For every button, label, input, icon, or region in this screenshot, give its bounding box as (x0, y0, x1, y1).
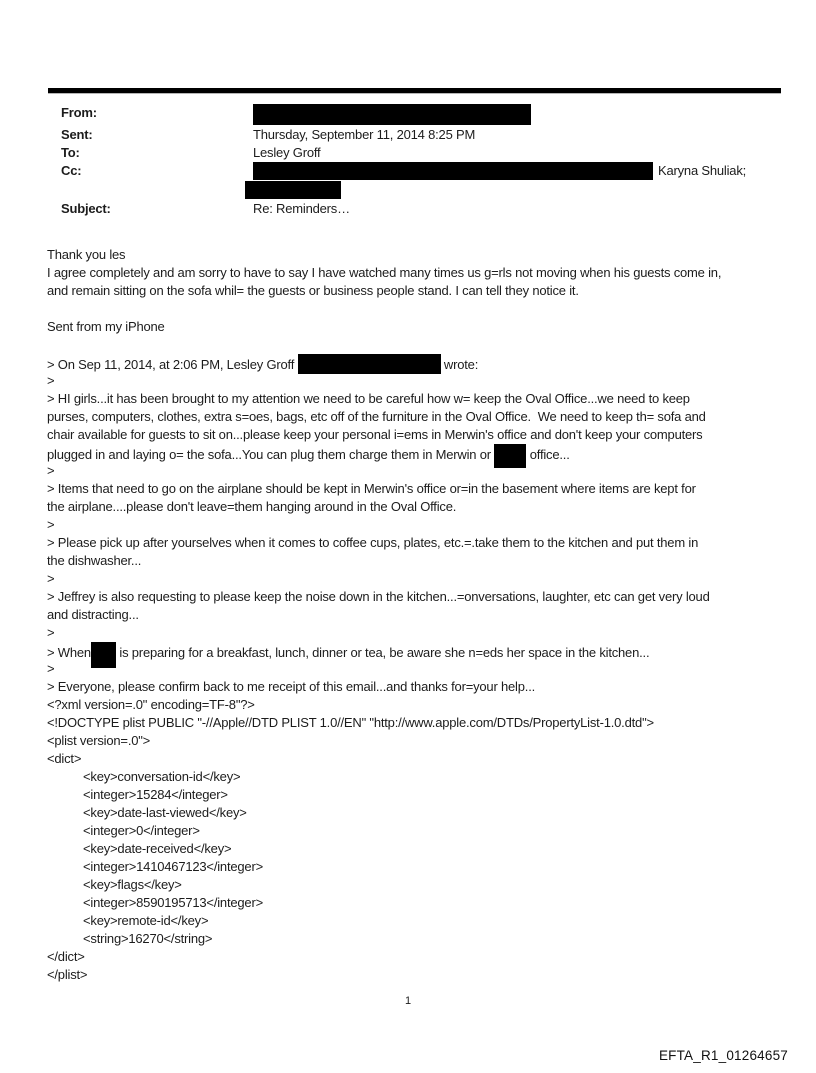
page-number: 1 (404, 995, 412, 1007)
header-field-to (61, 144, 783, 162)
body-text: <?xml version=.0" encoding=TF-8"?> (47, 697, 255, 712)
body-text: and remain sitting on the sofa whil= the guests or business people stand. I can tell they notice it. (47, 283, 579, 298)
body-line (47, 696, 792, 714)
body-text: wrote: (440, 357, 479, 372)
body-text: > (47, 373, 55, 388)
body-line (47, 642, 792, 660)
body-text: chair available for guests to sit on...please keep your personal i=ems in Merwin's office and don't keep your computers (47, 427, 703, 442)
body-line (47, 480, 792, 498)
subject-label: Subject: (61, 201, 111, 216)
body-text: <integer>15284</integer> (83, 787, 228, 802)
body-text: <key>date-received</key> (83, 841, 232, 856)
from-label: From: (61, 105, 97, 120)
body-line (47, 876, 792, 894)
redaction-bar (494, 444, 526, 468)
blank-line (47, 300, 792, 318)
body-line (47, 768, 792, 786)
body-text: I agree completely and am sorry to have to say I have watched many times us g=rls not moving when his guests come in, (47, 265, 722, 280)
redaction-bar (91, 642, 116, 668)
body-line (47, 570, 792, 588)
body-text: </dict> (47, 949, 85, 964)
body-text: > (47, 571, 55, 586)
redaction-bar (298, 354, 441, 374)
header-separator (48, 88, 781, 94)
body-line (47, 858, 792, 876)
subject-value: Re: Reminders… (253, 201, 350, 216)
body-text: > (47, 661, 55, 676)
body-line (47, 552, 792, 570)
body-line (47, 930, 792, 948)
bates-number: EFTA_R1_01264657 (658, 1048, 788, 1063)
body-text: <string>16270</string> (83, 931, 213, 946)
body-line (47, 534, 792, 552)
body-line (47, 372, 792, 390)
body-text: the dishwasher... (47, 553, 142, 568)
body-line (47, 786, 792, 804)
body-line (47, 624, 792, 642)
from-redaction-bar (253, 104, 531, 125)
header-field-from (61, 104, 783, 126)
body-text: <integer>1410467123</integer> (83, 859, 263, 874)
body-line (47, 804, 792, 822)
body-line (47, 516, 792, 534)
cc-redaction-bar-1 (253, 162, 653, 180)
body-line (47, 426, 792, 444)
body-text: <dict> (47, 751, 82, 766)
body-line (47, 282, 792, 300)
body-text: > Jeffrey is also requesting to please keep the noise down in the kitchen...=onversations, laughter, etc can get very loud (47, 589, 710, 604)
email-header (61, 104, 783, 218)
body-line (47, 732, 792, 750)
body-text: > Everyone, please confirm back to me receipt of this email...and thanks for=your help... (47, 679, 536, 694)
body-line (47, 462, 792, 480)
to-value: Lesley Groff (253, 145, 321, 160)
body-text: the airplane....please don't leave=them hanging around in the Oval Office. (47, 499, 457, 514)
body-line (47, 948, 792, 966)
body-text: <integer>8590195713</integer> (83, 895, 263, 910)
body-line (47, 822, 792, 840)
body-line (47, 678, 792, 696)
body-line (47, 444, 792, 462)
body-line (47, 264, 792, 282)
body-text: <!DOCTYPE plist PUBLIC "-//Apple//DTD PLIST 1.0//EN" "http://www.apple.com/DTDs/PropertyList-1.0.dtd"> (47, 715, 654, 730)
to-label: To: (61, 145, 80, 160)
header-field-sent (61, 126, 783, 144)
body-text: and distracting... (47, 607, 139, 622)
body-line (47, 318, 792, 336)
body-text: <integer>0</integer> (83, 823, 200, 838)
body-line (47, 354, 792, 372)
body-text: > (47, 625, 55, 640)
body-text: </plist> (47, 967, 88, 982)
body-text: Sent from my iPhone (47, 319, 165, 334)
body-text: office... (526, 447, 570, 462)
body-text: <key>date-last-viewed</key> (83, 805, 247, 820)
body-line (47, 606, 792, 624)
body-text: > (47, 517, 55, 532)
body-text: > When (47, 645, 91, 660)
body-text: plugged in and laying o= the sofa...You can plug them charge them in Merwin or (47, 447, 495, 462)
cc-redaction-bar-2 (245, 181, 341, 199)
body-text: <key>conversation-id</key> (83, 769, 241, 784)
body-text: purses, computers, clothes, extra s=oes, bags, etc off of the furniture in the Oval Office. We need to keep th= sofa and (47, 409, 706, 424)
sent-value: Thursday, September 11, 2014 8:25 PM (253, 127, 476, 142)
header-field-subject (61, 200, 783, 218)
body-line (47, 912, 792, 930)
body-line (47, 390, 792, 408)
body-text: > HI girls...it has been brought to my attention we need to be careful how w= keep the Oval Office...we need to keep (47, 391, 690, 406)
cc-label: Cc: (61, 163, 82, 178)
body-line (47, 894, 792, 912)
sent-label: Sent: (61, 127, 93, 142)
from-value (253, 104, 783, 125)
cc-value (253, 162, 783, 200)
cc-visible-recipient: Karyna Shuliak; (658, 163, 747, 178)
body-text: is preparing for a breakfast, lunch, dinner or tea, be aware she n=eds her space in the kitchen... (115, 645, 650, 660)
body-text: > (47, 463, 55, 478)
email-body (47, 246, 792, 984)
body-line (47, 246, 792, 264)
body-text: Thank you les (47, 247, 126, 262)
body-line (47, 588, 792, 606)
body-text: <key>flags</key> (83, 877, 182, 892)
body-text: <key>remote-id</key> (83, 913, 209, 928)
body-line (47, 498, 792, 516)
body-line (47, 408, 792, 426)
body-line (47, 840, 792, 858)
body-text: > Items that need to go on the airplane should be kept in Merwin's office or=in the basement where items are kept for (47, 481, 696, 496)
body-text: > On Sep 11, 2014, at 2:06 PM, Lesley Groff (47, 357, 298, 372)
header-field-cc (61, 162, 783, 200)
body-line (47, 750, 792, 768)
body-line (47, 714, 792, 732)
body-text: > Please pick up after yourselves when it comes to coffee cups, plates, etc.=.take them to the kitchen and put them in (47, 535, 699, 550)
body-line (47, 966, 792, 984)
body-line (47, 660, 792, 678)
body-text: <plist version=.0"> (47, 733, 151, 748)
blank-line (47, 336, 792, 354)
